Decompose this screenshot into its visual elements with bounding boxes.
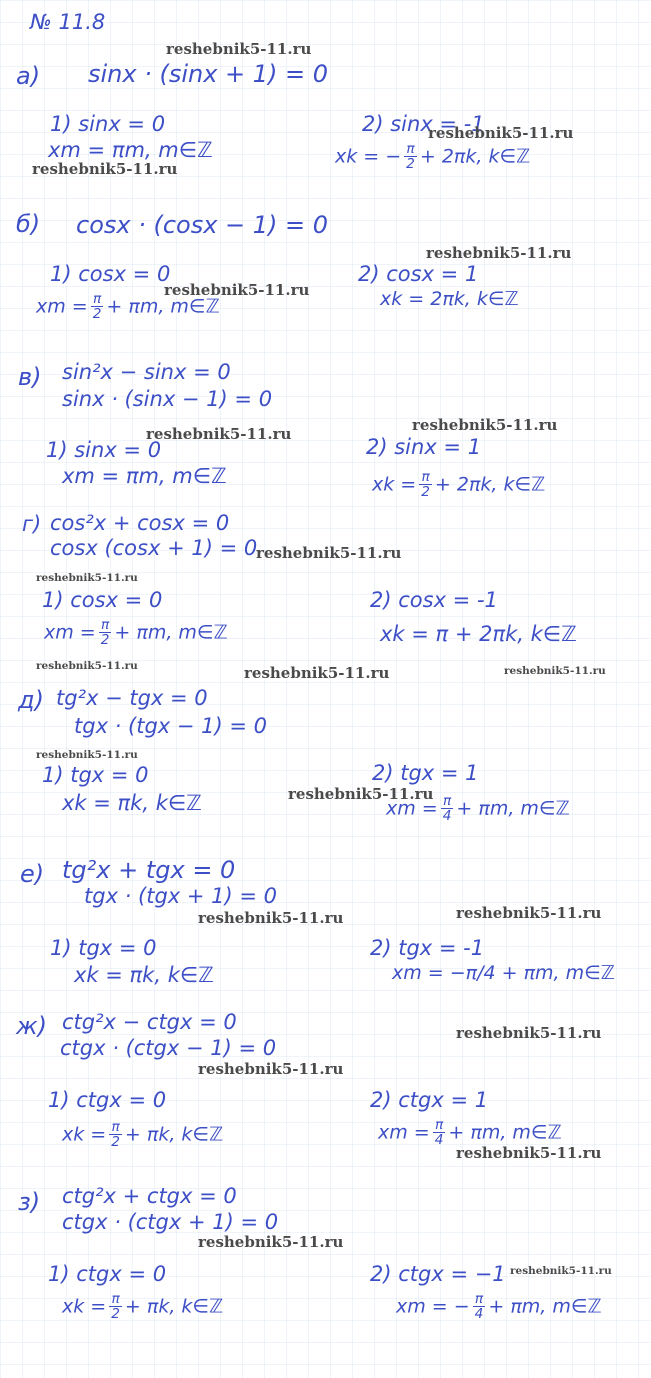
solution-suffix: + πk, k∈ℤ — [124, 1123, 224, 1146]
watermark: reshebnik5-11.ru — [288, 785, 434, 803]
fraction — [109, 1292, 122, 1322]
part-d-case1-condition: 1) tgx = 0 — [42, 763, 149, 787]
watermark: reshebnik5-11.ru — [164, 281, 310, 299]
solution-prefix: xk = — [62, 1295, 107, 1318]
solution-suffix: + πm, m∈ℤ — [488, 1295, 602, 1318]
part-b-case2-condition: 2) cosx = 1 — [358, 262, 479, 286]
part-a-label: а) — [16, 62, 41, 90]
solution-prefix: xk = − — [335, 145, 402, 168]
part-v-label: в) — [18, 363, 42, 391]
solution-prefix: xk = — [372, 473, 417, 496]
part-e-case1-condition: 1) tgx = 0 — [50, 936, 157, 960]
part-d-case2-condition: 2) tgx = 1 — [372, 761, 479, 785]
fraction-denominator: 4 — [434, 1132, 444, 1149]
part-d-equation: tg²x − tgx = 0 — [56, 686, 208, 710]
part-g-case2-solution: xk = π + 2πk, k∈ℤ — [380, 622, 577, 646]
watermark: reshebnik5-11.ru — [198, 1233, 344, 1251]
part-a-case2-solution — [335, 142, 530, 172]
fraction-numerator: π — [442, 793, 452, 809]
solution-prefix: xk = — [62, 1123, 107, 1146]
fraction-denominator: 2 — [111, 1134, 120, 1151]
fraction — [441, 794, 454, 824]
part-e-case2-condition: 2) tgx = -1 — [370, 936, 485, 960]
solution-prefix: xm = − — [396, 1295, 470, 1318]
fraction — [433, 1118, 446, 1148]
watermark: reshebnik5-11.ru — [256, 544, 402, 562]
watermark: reshebnik5-11.ru — [166, 40, 312, 58]
watermark: reshebnik5-11.ru — [198, 1060, 344, 1078]
part-e-label: е) — [20, 860, 45, 888]
part-b-case2-solution: xk = 2πk, k∈ℤ — [380, 288, 519, 310]
part-g-factored: cosx (cosx + 1) = 0 — [50, 536, 258, 560]
part-zh-factored: ctgx · (ctgx − 1) = 0 — [60, 1036, 277, 1060]
watermark: reshebnik5-11.ru — [36, 660, 138, 672]
watermark: reshebnik5-11.ru — [456, 1144, 602, 1162]
part-b-equation: cosx · (cosx − 1) = 0 — [76, 211, 329, 239]
part-zh-case1-solution — [62, 1120, 223, 1150]
part-z-factored: ctgx · (ctgx + 1) = 0 — [62, 1210, 279, 1234]
watermark: reshebnik5-11.ru — [510, 1265, 612, 1277]
fraction — [109, 1120, 122, 1150]
part-zh-label: ж) — [16, 1012, 47, 1040]
solution-suffix: + 2πk, k∈ℤ — [419, 145, 531, 168]
solution-suffix: + 2πk, k∈ℤ — [434, 473, 546, 496]
fraction — [404, 142, 417, 172]
part-v-case1-solution: xm = πm, m∈ℤ — [62, 464, 227, 488]
watermark: reshebnik5-11.ru — [426, 244, 572, 262]
fraction-numerator: π — [421, 469, 430, 485]
fraction — [473, 1292, 486, 1322]
part-z-equation: ctg²x + ctgx = 0 — [62, 1184, 237, 1208]
fraction — [99, 618, 112, 648]
part-e-case2-solution: xm = −π/4 + πm, m∈ℤ — [392, 962, 615, 984]
part-a-case1-solution: xm = πm, m∈ℤ — [48, 138, 213, 162]
part-v-equation: sin²x − sinx = 0 — [62, 360, 231, 384]
part-e-case1-solution: xk = πk, k∈ℤ — [74, 963, 214, 987]
watermark: reshebnik5-11.ru — [244, 664, 390, 682]
fraction-numerator: π — [100, 617, 110, 633]
part-g-equation: cos²x + cosx = 0 — [50, 511, 230, 535]
solution-prefix: xm = — [44, 621, 96, 644]
part-b-case1-condition: 1) cosx = 0 — [50, 262, 171, 286]
part-zh-case2-condition: 2) ctgx = 1 — [370, 1088, 489, 1112]
part-z-case1-condition: 1) ctgx = 0 — [48, 1262, 167, 1286]
watermark: reshebnik5-11.ru — [36, 749, 138, 761]
fraction-numerator: π — [92, 291, 102, 307]
part-e-factored: tgx · (tgx + 1) = 0 — [84, 884, 278, 908]
watermark: reshebnik5-11.ru — [456, 1024, 602, 1042]
part-d-case1-solution: xk = πk, k∈ℤ — [62, 791, 202, 815]
part-d-factored: tgx · (tgx − 1) = 0 — [74, 714, 268, 738]
part-d-label: д) — [18, 686, 44, 714]
fraction-numerator: π — [111, 1119, 120, 1135]
part-g-case2-condition: 2) cosx = -1 — [370, 588, 498, 612]
watermark: reshebnik5-11.ru — [36, 572, 138, 584]
part-zh-case1-condition: 1) ctgx = 0 — [48, 1088, 167, 1112]
watermark: reshebnik5-11.ru — [428, 124, 574, 142]
part-z-case2-condition: 2) ctgx = −1 — [370, 1262, 506, 1286]
fraction — [419, 470, 432, 500]
fraction-numerator: π — [434, 1117, 444, 1133]
fraction-numerator: π — [474, 1291, 484, 1307]
solution-prefix: xm = — [378, 1121, 430, 1144]
solution-suffix: + πm, m∈ℤ — [448, 1121, 562, 1144]
watermark: reshebnik5-11.ru — [412, 416, 558, 434]
part-z-label: з) — [18, 1188, 41, 1216]
watermark: reshebnik5-11.ru — [504, 665, 606, 677]
solution-suffix: + πk, k∈ℤ — [124, 1295, 224, 1318]
solution-prefix: xm = — [386, 797, 438, 820]
fraction-denominator: 2 — [111, 1306, 120, 1323]
part-v-factored: sinx · (sinx − 1) = 0 — [62, 387, 273, 411]
part-a-equation: sinx · (sinx + 1) = 0 — [88, 60, 329, 88]
problem-number: № 11.8 — [30, 10, 106, 34]
part-b-label: б) — [16, 210, 41, 238]
part-v-case2-condition: 2) sinx = 1 — [366, 435, 482, 459]
part-g-case1-solution — [44, 618, 228, 648]
fraction-denominator: 4 — [442, 808, 452, 825]
fraction-denominator: 2 — [421, 484, 430, 501]
part-a-case2-condition: 2) sinx = -1 — [362, 112, 485, 136]
part-g-case1-condition: 1) cosx = 0 — [42, 588, 163, 612]
solution-suffix: + πm, m∈ℤ — [106, 295, 220, 318]
watermark: reshebnik5-11.ru — [456, 904, 602, 922]
part-zh-equation: ctg²x − ctgx = 0 — [62, 1010, 237, 1034]
watermark: reshebnik5-11.ru — [32, 160, 178, 178]
part-z-case2-solution — [396, 1292, 602, 1322]
fraction-denominator: 2 — [92, 306, 102, 323]
fraction-denominator: 4 — [474, 1306, 484, 1323]
part-g-label: г) — [22, 512, 42, 536]
fraction-denominator: 2 — [406, 156, 415, 173]
part-z-case1-solution — [62, 1292, 223, 1322]
watermark: reshebnik5-11.ru — [198, 909, 344, 927]
part-v-case1-condition: 1) sinx = 0 — [46, 438, 162, 462]
watermark: reshebnik5-11.ru — [146, 425, 292, 443]
solution-prefix: xm = — [36, 295, 88, 318]
fraction-denominator: 2 — [100, 632, 110, 649]
part-e-equation: tg²x + tgx = 0 — [62, 856, 236, 884]
solution-suffix: + πm, m∈ℤ — [456, 797, 570, 820]
fraction-numerator: π — [111, 1291, 120, 1307]
part-v-case2-solution — [372, 470, 545, 500]
fraction-numerator: π — [406, 141, 415, 157]
part-a-case1-condition: 1) sinx = 0 — [50, 112, 166, 136]
solution-suffix: + πm, m∈ℤ — [114, 621, 228, 644]
fraction — [91, 292, 104, 322]
